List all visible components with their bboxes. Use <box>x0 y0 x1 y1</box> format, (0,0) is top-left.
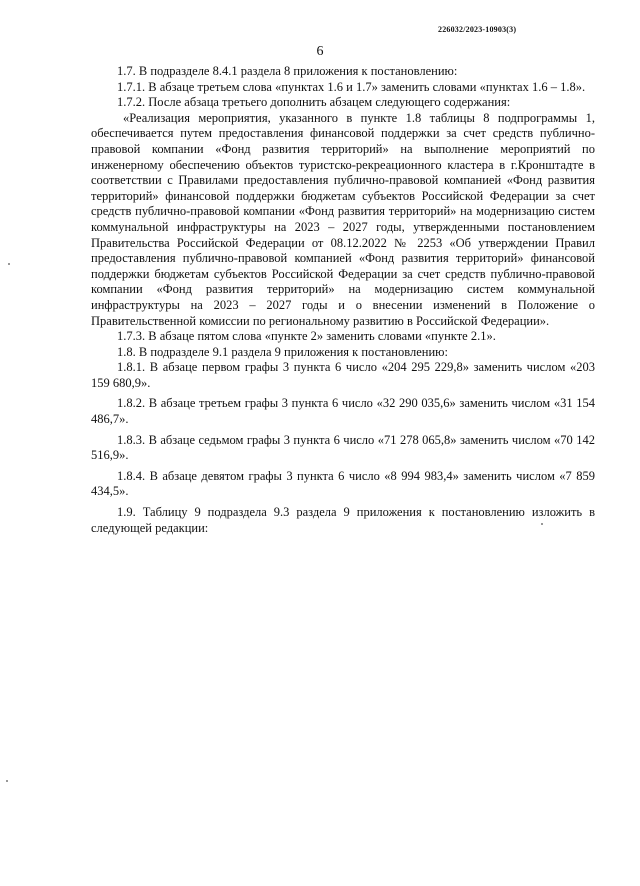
paragraph-1-9: 1.9. Таблицу 9 подраздела 9.3 раздела 9 приложения к постановлению изложить в следующей редакции: <box>91 505 595 535</box>
paragraph-1-8-1: 1.8.1. В абзаце первом графы 3 пункта 6 число «204 295 229,8» заменить числом «203 159 680,9». <box>91 360 595 390</box>
scan-speck <box>541 523 543 525</box>
paragraph-1-7-2: 1.7.2. После абзаца третьего дополнить абзацем следующего содержания: <box>117 95 511 110</box>
paragraph-1-7: 1.7. В подразделе 8.4.1 раздела 8 приложения к постановлению: <box>117 64 458 78</box>
paragraph-1-8-2: 1.8.2. В абзаце третьем графы 3 пункта 6 число «32 290 035,6» заменить числом «31 154 486,7». <box>91 396 595 427</box>
paragraph-1-7-1: 1.7.1. В абзаце третьем слова «пунктах 1.6 и 1.7» заменить словами «пунктах 1.6 – 1.8». <box>117 79 586 94</box>
paragraph-1-8: 1.8. В подразделе 9.1 раздела 9 приложения к постановлению: <box>117 344 448 359</box>
scan-speck <box>6 780 8 782</box>
paragraph-1-7-3: 1.7.3. В абзаце пятом слова «пункте 2» заменить словами «пункте 2.1». <box>117 329 496 344</box>
document-body <box>91 64 595 536</box>
paragraph-1-8-3: 1.8.3. В абзаце седьмом графы 3 пункта 6 число «71 278 065,8» заменить числом «70 142 516,9». <box>91 432 595 463</box>
page-number: 6 <box>316 44 324 59</box>
document-id: 226032/2023-10903(3) <box>438 25 517 34</box>
quoted-paragraph: «Реализация мероприятия, указанного в пункте 1.8 таблицы 8 подпрограммы 1, обеспечивается путем предоставления финансовой поддержки за счет средств публично-правовой компании «Фонд развития территорий» на выполнение мероприятий по инженерному обеспечению объектов туристско-рекреационного кластера в г.Кронштадте в соответствии с Правилами предоставления публично-правовой компанией «Фонд развития территорий» финансовой поддержки бюджетам субъектов Российской Федерации за счет средств публично-правовой компании «Фонд развития территорий» на модернизацию систем коммунальной инфраструктуры на 2023 – 2027 годы, утвержденными постановлением Правительства Российской Федерации от 08.12.2022 № 2253 «Об утверждении Правил предоставления публично-правовой компанией «Фонд развития территорий» финансовой поддержки бюджетам субъектов Российской Федерации за счет средств публично-правовой компании «Фонд развития территорий» на модернизацию систем коммунальной инфраструктуры на 2023 – 2027 годы и о внесении изменений в Положение о Правительственной комиссии по региональному развитию в Российской Федерации». <box>91 110 595 328</box>
paragraph-1-8-4: 1.8.4. В абзаце девятом графы 3 пункта 6 число «8 994 983,4» заменить числом «7 859 434,5». <box>91 468 595 499</box>
scan-speck <box>8 263 10 265</box>
